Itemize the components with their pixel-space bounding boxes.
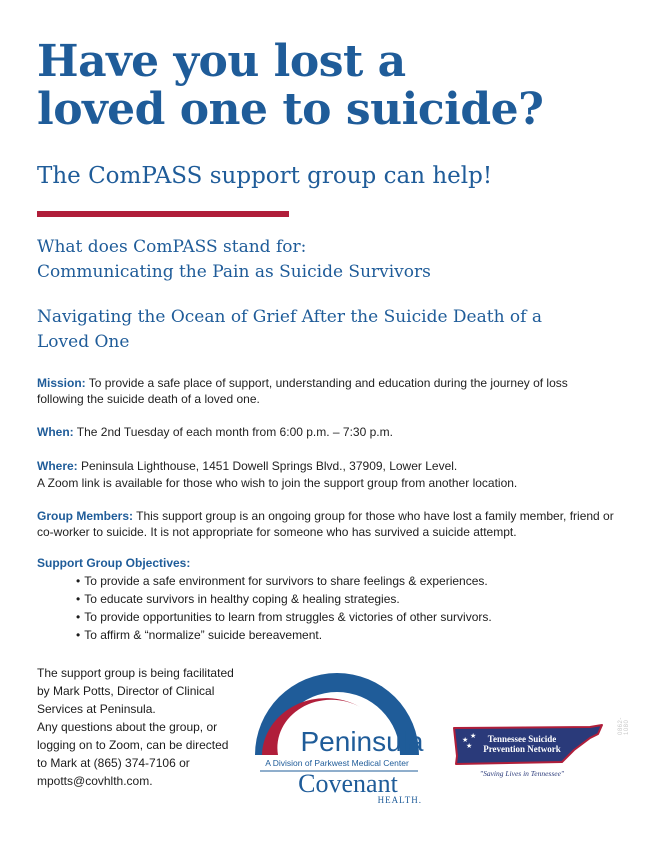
mission-section <box>37 375 617 407</box>
facilitator-line: Any questions about the group, or <box>37 720 218 734</box>
star-icon: ★ <box>462 736 469 744</box>
facilitator-info <box>37 664 257 790</box>
facilitator-line: Services at Peninsula. <box>37 702 156 716</box>
zoom-note: A Zoom link is available for those who wish to join the support group from another location. <box>37 476 518 490</box>
page-title <box>37 38 543 134</box>
tspn-line-1: Tennessee Suicide <box>487 734 557 744</box>
divider-rule <box>37 211 289 217</box>
peninsula-wordmark: Peninsula <box>300 726 424 757</box>
objectives-title: Support Group Objectives: <box>37 556 191 570</box>
members-label: Group Members: <box>37 509 134 523</box>
acronym-heading <box>37 235 431 285</box>
covenant-wordmark: Covenant <box>298 769 398 798</box>
navigating-line-1: Navigating the Ocean of Grief After the Suicide Death of a <box>37 307 543 327</box>
peninsula-division: A Division of Parkwest Medical Center <box>265 758 409 768</box>
objective-item: • To educate survivors in healthy coping & healing strategies. <box>76 590 492 608</box>
navigating-line-2: Loved One <box>37 332 130 352</box>
tspn-tagline: "Saving Lives in Tennessee" <box>479 769 565 778</box>
title-line-2: loved one to suicide? <box>37 84 544 135</box>
star-icon: ★ <box>470 732 477 740</box>
members-section <box>37 508 617 540</box>
objective-item: • To provide opportunities to learn from struggles & victories of other survivors. <box>76 608 492 626</box>
facilitator-line: mpotts@covhlth.com. <box>37 774 153 788</box>
subheading: The ComPASS support group can help! <box>37 163 493 189</box>
where-label: Where: <box>37 459 78 473</box>
facilitator-line: to Mark at (865) 374-7106 or <box>37 756 190 770</box>
members-text: This support group is an ongoing group for those who have lost a family member, friend or co-worker to suicide. It is not appropriate for someone who has survived a suicide attempt. <box>37 509 614 539</box>
title-line-1: Have you lost a <box>37 36 406 87</box>
facilitator-line: logging on to Zoom, can be directed <box>37 738 229 752</box>
mission-label: Mission: <box>37 376 86 390</box>
peninsula-covenant-logo <box>250 655 425 805</box>
facilitator-line: The support group is being facilitated <box>37 666 234 680</box>
acronym-question: What does ComPASS stand for: <box>37 237 307 257</box>
tspn-line-2: Prevention Network <box>483 744 561 754</box>
mission-text: To provide a safe place of support, understanding and education during the journey of loss following the suicide death of a loved one. <box>37 376 568 406</box>
when-section <box>37 424 617 440</box>
covenant-health-label: HEALTH. <box>377 795 422 805</box>
when-label: When: <box>37 425 74 439</box>
objective-item: • To affirm & “normalize” suicide bereavement. <box>76 626 492 644</box>
navigating-heading <box>37 305 542 355</box>
facilitator-line: by Mark Potts, Director of Clinical <box>37 684 215 698</box>
star-icon: ★ <box>466 742 473 750</box>
objective-item: • To provide a safe environment for survivors to share feelings & experiences. <box>76 572 492 590</box>
where-text: Peninsula Lighthouse, 1451 Dowell Springs Blvd., 37909, Lower Level. <box>77 459 458 473</box>
objectives-list <box>76 572 492 644</box>
acronym-meaning: Communicating the Pain as Suicide Survivors <box>37 262 431 282</box>
where-section <box>37 458 617 492</box>
when-text: The 2nd Tuesday of each month from 6:00 p.m. – 7:30 p.m. <box>73 425 393 439</box>
tspn-logo <box>450 722 610 784</box>
print-code: 0862-1080 <box>618 717 630 735</box>
